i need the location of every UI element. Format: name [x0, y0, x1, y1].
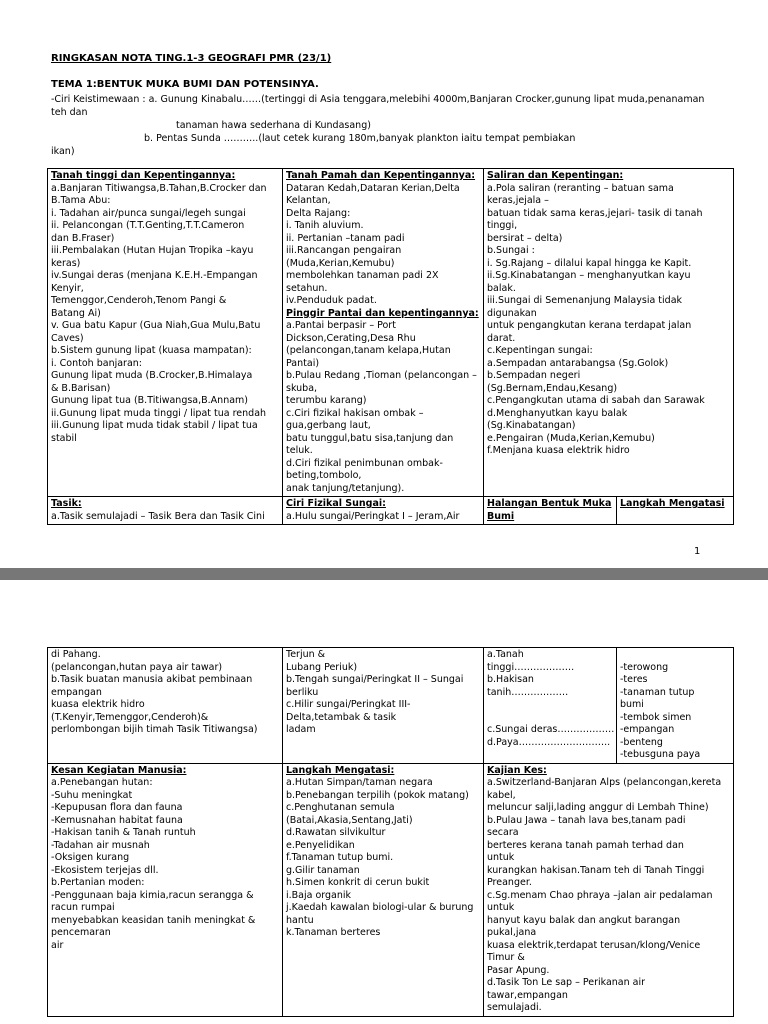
cell-tasik-cont — [48, 648, 283, 764]
text-line: -Ekosistem terjejas dll. — [51, 864, 159, 876]
text-line: Dickson,Cerating,Desa Rhu — [286, 332, 416, 344]
text-line: tanih……………… — [487, 686, 569, 698]
section-heading: Pinggir Pantai dan kepentingannya: — [286, 307, 479, 319]
section-lines — [487, 777, 730, 1015]
table-row — [48, 763, 734, 1016]
text-line: i. Tanih aluvium. — [286, 220, 364, 231]
text-line: iii.Gunung lipat muda tidak stabil / lipat tua — [51, 420, 258, 431]
text-line: Pasar Apung. — [487, 964, 550, 976]
cell-langkah-mengatasi — [283, 763, 484, 1016]
text-line: Kelantan, — [286, 195, 331, 206]
text-line: (Muda,Kerian,Kemubu) — [286, 257, 395, 269]
cell-halangan — [484, 648, 617, 764]
text-line: -tembok simen — [620, 711, 692, 723]
text-line: e.Penyelidikan — [286, 839, 355, 851]
text-line: (pelancongan,hutan paya air tawar) — [51, 661, 223, 673]
section-lines — [51, 777, 279, 952]
text-line: f.Menjana kuasa elektrik hidro — [487, 445, 630, 456]
text-line: a.Sempadan antarabangsa (Sg.Golok) — [487, 357, 669, 369]
text-line: (Sg.Bernam,Endau,Kesang) — [487, 382, 618, 394]
section-heading: Tanah Pamah dan Kepentingannya: — [286, 170, 476, 181]
text-line: batu tunggul,batu sisa,tanjung dan — [286, 432, 454, 444]
intro-line: b. Pentas Sunda ………..(laut cetek kurang 180m,banyak plankton iaitu tempat pembiakan — [144, 133, 576, 144]
page-number: 1 — [694, 546, 701, 557]
text-line: -teres — [620, 674, 648, 685]
text-line: Terjun & — [286, 649, 326, 660]
text-line: skuba, — [286, 382, 318, 394]
text-line: kurangkan hakisan.Tanam teh di Tanah Tinggi — [487, 864, 705, 876]
text-line: bumi — [620, 699, 644, 710]
text-line: Delta,tetambak & tasik — [286, 711, 397, 723]
document-page-2 — [0, 580, 768, 1024]
text-line: Pantai) — [286, 357, 320, 369]
text-line: -Kepupusan flora dan fauna — [51, 802, 183, 813]
text-line: keras) — [51, 257, 81, 269]
text-line: iii.Sungai di Semenanjung Malaysia tidak — [487, 295, 683, 306]
text-line: a.Pola saliran (reranting – batuan sama — [487, 182, 674, 194]
text-line: Dataran Kedah,Dataran Kerian,Delta — [286, 182, 460, 194]
section-heading: Langkah Mengatasi: — [286, 764, 395, 776]
text-line: hanyut kayu balak dan angkut barangan — [487, 914, 681, 926]
text-line: ii.Sg.Kinabatangan – menghanyutkan kayu — [487, 270, 691, 281]
text-line: b.Sempadan negeri — [487, 370, 581, 381]
text-line: -Suhu meningkat — [51, 789, 133, 801]
cell-langkah-heading — [617, 497, 734, 525]
text-line: b.Pulau Jawa – tanah lava bes,tanam padi — [487, 814, 686, 826]
text-line: berteres kerana tanah pamah terhad dan — [487, 839, 684, 851]
text-line: f.Tanaman tutup bumi. — [286, 852, 394, 863]
intro-paragraph — [51, 93, 721, 158]
text-line: air — [51, 939, 64, 951]
text-line — [620, 649, 730, 662]
text-line: b.Hakisan — [487, 674, 534, 685]
cell-sungai-cont — [283, 648, 484, 764]
text-line: dan B.Fraser) — [51, 232, 115, 244]
text-line: Lubang Periuk) — [286, 661, 358, 673]
text-line: d.Tasik Ton Le sap – Perikanan air — [487, 977, 646, 988]
text-line: batuan tidak sama keras,jejari- tasik di tanah — [487, 207, 703, 219]
text-line: -empangan — [620, 724, 675, 735]
text-line: Timur & — [487, 952, 525, 963]
text-line: c.Pengangkutan utama di sabah dan Sarawak — [487, 395, 705, 406]
text-line: -Hakisan tanih & Tanah runtuh — [51, 827, 196, 838]
text-line — [487, 712, 613, 725]
text-line: ii. Pertanian –tanam padi — [286, 232, 405, 244]
text-line: anak tanjung/tetanjung). — [286, 482, 405, 494]
text-line: a.Penebangan hutan: — [51, 777, 153, 788]
text-line: b.Pertanian moden: — [51, 877, 145, 888]
text-line: (pelancongan,tanam kelapa,Hutan — [286, 345, 451, 356]
cell-tanah-pamah — [283, 169, 484, 497]
text-line: tawar,empangan — [487, 989, 568, 1001]
text-line: b.Penebangan terpilih (pokok matang) — [286, 789, 469, 801]
text-line: -Kemusnahan habitat fauna — [51, 814, 183, 826]
text-line: tinggi, — [487, 220, 518, 231]
cell-langkah — [617, 648, 734, 764]
section-heading: Tasik: — [51, 498, 82, 509]
text-line: teluk. — [286, 445, 313, 456]
text-line — [487, 699, 613, 712]
text-line: iii.Pembalakan (Hutan Hujan Tropika –kayu — [51, 245, 254, 256]
text-line: g.Gilir tanaman — [286, 864, 360, 876]
text-line: membolehkan tanaman padi 2X — [286, 270, 439, 281]
text-line: berliku — [286, 686, 319, 698]
text-line: balak. — [487, 282, 516, 294]
text-line: semulajadi. — [487, 1002, 542, 1013]
text-line: Caves) — [51, 332, 84, 344]
text-line: stabil — [51, 432, 77, 444]
text-line: i. Contoh banjaran: — [51, 357, 143, 369]
text-line: secara — [487, 827, 519, 838]
text-line: k.Tanaman berteres — [286, 927, 381, 938]
text-line: B.Tama Abu: — [51, 195, 111, 206]
text-line: (T.Kenyir,Temenggor,Cenderoh)& — [51, 711, 209, 723]
text-line: a.Hulu sungai/Peringkat I – Jeram,Air — [286, 510, 460, 522]
cell-tasik — [48, 497, 283, 525]
text-line: untuk — [487, 902, 515, 913]
section-heading: Kesan Kegiatan Manusia: — [51, 764, 187, 776]
text-line: -terowong — [620, 661, 669, 673]
cell-saliran — [484, 169, 734, 497]
text-line: kabel, — [487, 789, 516, 801]
text-line: d.Ciri fizikal penimbunan ombak- — [286, 457, 443, 469]
text-line: d.Paya……………………….. — [487, 736, 611, 748]
text-line: beting,tombolo, — [286, 470, 362, 481]
text-line: a.Tasik semulajadi – Tasik Bera dan Tasik Cini — [51, 510, 265, 522]
text-line: d.Rawatan silvikultur — [286, 827, 386, 838]
table-row — [48, 648, 734, 764]
text-line: v. Gua batu Kapur (Gua Niah,Gua Mulu,Batu — [51, 320, 261, 331]
text-line: a.Tanah — [487, 649, 524, 660]
table-row — [48, 169, 734, 497]
cell-ciri-fizikal-sungai — [283, 497, 484, 525]
text-line: e.Pengairan (Muda,Kerian,Kemubu) — [487, 432, 655, 444]
text-line: pencemaran — [51, 927, 111, 938]
text-line: h.Simen konkrit di cerun bukit — [286, 877, 430, 888]
text-line: racun rumpai — [51, 902, 115, 913]
text-line: a.Banjaran Titiwangsa,B.Tahan,B.Crocker dan — [51, 182, 267, 194]
text-line: digunakan — [487, 307, 537, 319]
intro-line: teh dan — [51, 107, 88, 118]
text-line: -tebusguna paya — [620, 749, 701, 760]
section-lines — [487, 183, 730, 458]
text-line: c.Hilir sungai/Peringkat III- — [286, 699, 411, 710]
text-line: c.Penghutanan semula — [286, 802, 395, 813]
cell-kajian-kes — [484, 763, 734, 1016]
text-line: setahun. — [286, 282, 328, 294]
text-line: i. Tadahan air/punca sungai/legeh sungai — [51, 207, 246, 219]
text-line: Temenggor,Cenderoh,Tenom Pangi & — [51, 295, 227, 306]
section-heading: Langkah Mengatasi — [620, 498, 725, 509]
text-line: darat. — [487, 332, 516, 344]
section-lines — [51, 649, 279, 737]
notes-table-page-1 — [47, 168, 734, 525]
text-line: a.Pantai berpasir – Port — [286, 320, 396, 331]
text-line: bersirat – delta) — [487, 232, 563, 244]
text-line: kuasa elektrik hidro — [51, 699, 145, 710]
text-line: -Oksigen kurang — [51, 852, 130, 863]
text-line: gua,gerbang laut, — [286, 420, 371, 431]
text-line: -Penggunaan baja kimia,racun serangga & — [51, 889, 254, 901]
text-line: untuk — [487, 852, 515, 863]
section-lines — [620, 649, 730, 762]
section-heading: Saliran dan Kepentingan: — [487, 170, 624, 181]
text-line: c.Sg.menam Chao phraya –jalan air pedalaman — [487, 889, 713, 901]
text-line: -tanaman tutup — [620, 686, 695, 698]
text-line: c.Kepentingan sungai: — [487, 345, 593, 356]
text-line: c.Ciri fizikal hakisan ombak – — [286, 407, 424, 419]
section-lines — [286, 777, 480, 940]
text-line: untuk pengangkutan kerana terdapat jalan — [487, 320, 692, 331]
text-line: ii. Pelancongan (T.T.Genting,T.T.Cameron — [51, 220, 245, 231]
text-line: di Pahang. — [51, 649, 101, 660]
text-line: Delta Rajang: — [286, 207, 351, 219]
section-lines — [286, 320, 480, 495]
text-line: ladam — [286, 724, 316, 735]
intro-line: -Ciri Keistimewaan : a. Gunung Kinabalu……(tertinggi di Asia tenggara,melebihi 4000m,Banjaran Crocker,gunung lipat muda,penanaman — [51, 94, 705, 105]
notes-table-page-2 — [47, 647, 734, 1017]
text-line: c.Sungai deras……………… — [487, 724, 615, 735]
section-heading: Kajian Kes: — [487, 764, 547, 776]
text-line: (Sg.Kinabatangan) — [487, 420, 576, 431]
text-line: empangan — [51, 686, 102, 698]
intro-line: ikan) — [51, 146, 75, 157]
text-line: a.Switzerland-Banjaran Alps (pelancongan,kereta — [487, 777, 722, 788]
text-line: pukal,jana — [487, 927, 537, 938]
text-line: a.Hutan Simpan/taman negara — [286, 777, 433, 788]
text-line: kuasa elektrik,terdapat terusan/klong/Venice — [487, 939, 701, 951]
text-line: ii.Gunung lipat muda tinggi / lipat tua rendah — [51, 407, 267, 419]
text-line: -benteng — [620, 736, 663, 748]
section-heading: Ciri Fizikal Sungai: — [286, 498, 386, 509]
section-lines — [286, 183, 480, 308]
section-lines — [51, 183, 279, 446]
text-line: b.Sistem gunung lipat (kuasa mampatan): — [51, 345, 252, 356]
text-line: b.Sungai : — [487, 245, 535, 256]
text-line: Preanger. — [487, 877, 532, 888]
section-heading: Halangan Bentuk Muka Bumi — [487, 498, 612, 522]
intro-line: tanaman hawa sederhana di Kundasang) — [176, 120, 371, 131]
text-line: menyebabkan keasidan tanih meningkat & — [51, 914, 256, 926]
text-line: & B.Barisan) — [51, 382, 111, 394]
text-line: b.Tengah sungai/Peringkat II – Sungai — [286, 674, 464, 685]
text-line: i.Baja organik — [286, 889, 352, 901]
text-line: keras,jejala – — [487, 195, 549, 206]
section-heading: Tanah tinggi dan Kepentingannya: — [51, 170, 236, 181]
text-line: iv.Sungai deras (menjana K.E.H.-Empangan — [51, 270, 258, 281]
text-line: b.Pulau Redang ,Tioman (pelancongan – — [286, 370, 477, 381]
text-line: -Tadahan air musnah — [51, 839, 150, 851]
text-line: Batang Ai) — [51, 307, 101, 319]
text-line: perlombongan bijih timah Tasik Titiwangsa) — [51, 724, 258, 735]
table-row — [48, 497, 734, 525]
text-line: terumbu karang) — [286, 395, 367, 406]
text-line: iv.Penduduk padat. — [286, 295, 377, 306]
text-line: b.Tasik buatan manusia akibat pembinaan — [51, 674, 253, 685]
theme-title: TEMA 1:BENTUK MUKA BUMI DAN POTENSINYA. — [51, 79, 319, 90]
text-line: hantu — [286, 914, 314, 926]
text-line: Kenyir, — [51, 282, 84, 294]
text-line: tinggi………………. — [487, 661, 575, 673]
text-line: i. Sg.Rajang – dilalui kapal hingga ke Kapit. — [487, 257, 692, 269]
cell-kesan-kegiatan — [48, 763, 283, 1016]
cell-tanah-tinggi — [48, 169, 283, 497]
text-line: meluncur salji,lading anggur di Lembah Thine) — [487, 802, 709, 813]
text-line: d.Menghanyutkan kayu balak — [487, 407, 628, 419]
text-line: Gunung lipat tua (B.Titiwangsa,B.Annam) — [51, 395, 249, 406]
section-lines — [487, 649, 613, 749]
section-lines — [286, 649, 480, 737]
text-line: (Batai,Akasia,Sentang,Jati) — [286, 814, 413, 826]
cell-halangan-heading — [484, 497, 617, 525]
text-line: iii.Rancangan pengairan — [286, 245, 402, 256]
text-line: j.Kaedah kawalan biologi-ular & burung — [286, 902, 474, 913]
document-title: RINGKASAN NOTA TING.1-3 GEOGRAFI PMR (23/1) — [51, 53, 332, 64]
text-line: Gunung lipat muda (B.Crocker,B.Himalaya — [51, 370, 253, 381]
